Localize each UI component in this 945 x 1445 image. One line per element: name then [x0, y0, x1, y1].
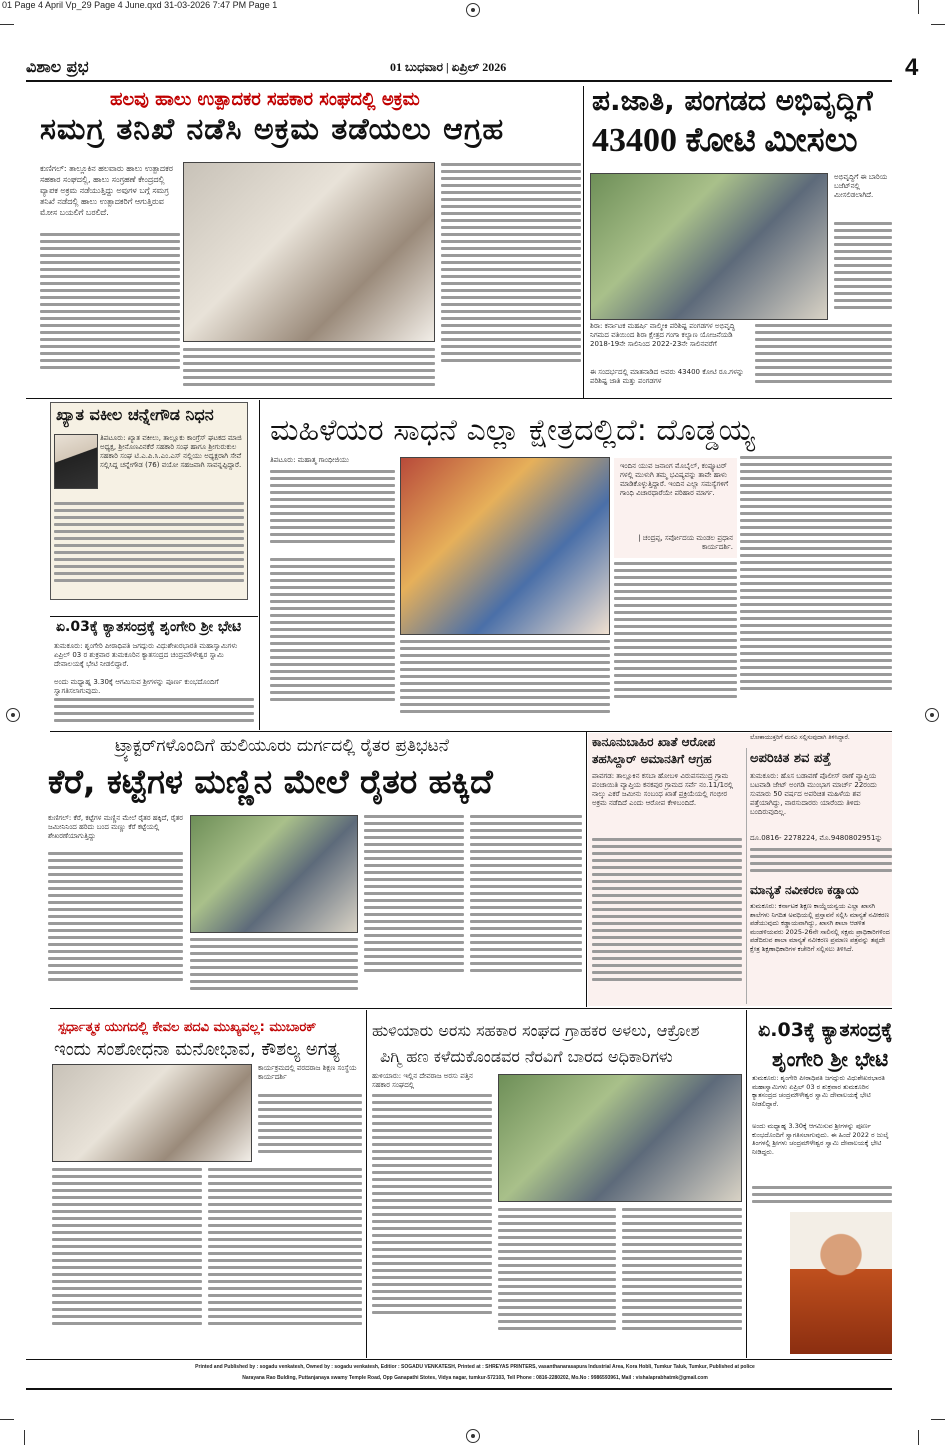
sc-st-side-text: ಅಭಿವೃದ್ಧಿಗೆ ಈ ಬಾರಿಯ ಬಜೆಟ್‌ನಲ್ಲಿ ಮೀಸಲಿಡಲಾಗಿದೆ.	[834, 173, 888, 199]
registration-mark-icon	[925, 708, 939, 722]
khata-body	[592, 838, 742, 1004]
column-divider	[746, 748, 747, 1004]
renewal-lead: ತುಮಕೂರು: ಕರ್ನಾಟಕ ಶಿಕ್ಷಣ ಕಾಯ್ದೆಯನ್ವಯ ಎಲ್ಲಾ ಖಾಸಗಿ ಶಾಲೆಗಳು ನಿಗದಿತ ಅವಧಿಯಲ್ಲಿ ಪ್ರಸ್ತಾವನೆ ಸಲ್ಲಿಸಿ ಮಾನ್ಯತೆ ನವೀಕರಣ ಪಡೆಯುವುದು ಕಡ್ಡಾಯವಾಗಿದ್ದು, ಖಾಸಗಿ ಶಾಲಾ ಆಡಳಿತ ಮಂಡಳಿಯವರು 2025-26ನೇ ಸಾಲಿನಲ್ಲಿ ಸಕ್ಷಮ ಪ್ರಾಧಿಕಾರಿಗಳಿಂದ ಪಡೆದಿರುವ ಶಾಲಾ ಮಾನ್ಯತೆ ನವೀಕರಣ ಪ್ರಮಾಣ ಪತ್ರವನ್ನು ತಪ್ಪದೇ ಕ್ಷೇತ್ರ ಶಿಕ್ಷಣಾಧಿಕಾರಿಗಳ ಕಚೇರಿಗೆ ಸಲ್ಲಿಸಲು ತಿಳಿಸಿದೆ.	[750, 902, 890, 953]
column-divider	[746, 1010, 747, 1358]
farmers-headline: ಕೆರೆ, ಕಟ್ಟೆಗಳ ಮಣ್ಣಿನ ಮೇಲೆ ರೈತರ ಹಕ್ಕಿದೆ	[48, 762, 493, 801]
section-rule	[50, 616, 258, 617]
sringeri-small-lead: ತುಮಕೂರು: ಶೃಂಗೇರಿ ಪೀಠಾಧಿಪತಿ ಜಗದ್ಗುರು ವಿಧುಶೇಖರಭಾರತಿ ಮಹಾಸ್ವಾಮಿಗಳು ಏಪ್ರಿಲ್ 03 ರ ಶುಕ್ರವಾರ ತುಮಕೂರಿನ ಕ್ಯಾತಸಂದ್ರದ ಚಂದ್ರಮೌಳೇಶ್ವರ ಸ್ವಾಮಿ ದೇವಾಲಯಕ್ಕೆ ಭೇಟಿ ನೀಡಲಿದ್ದಾರೆ.	[54, 642, 238, 668]
farmers-col4-body	[470, 815, 582, 1001]
crop-mark	[931, 1419, 945, 1420]
registration-mark-icon	[6, 708, 20, 722]
obituary-body	[54, 502, 244, 596]
women-col1-body-2	[270, 558, 395, 728]
crop-mark	[918, 1430, 919, 1445]
huliyar-col3-body	[622, 1208, 742, 1354]
registration-mark-icon	[466, 1429, 480, 1443]
milk-article-body-below-photo	[183, 348, 435, 396]
issue-date: 01 ಬುಧವಾರ | ಏಪ್ರಿಲ್ 2026	[390, 60, 507, 74]
women-col4-body	[740, 456, 892, 726]
renewal-headline: ಮಾನ್ಯತೆ ನವೀಕರಣ ಕಡ್ಡಾಯ	[750, 883, 859, 897]
obituary-lead: ತಿಪಟೂರು: ಖ್ಯಾತ ವಕೀಲು, ತಾಲ್ಲೂಕು ಕಾಂಗ್ರೆಸ್ ಘಟಕದ ಮಾಜಿ ಅಧ್ಯಕ್ಷ, ಶ್ರೀನೊಣವಿನಕೆರೆ ಸಹಕಾರಿ ಸಂಘ ಹಾಗೂ ಶ್ರೀಗುರುಕುಲ ಸಹಕಾರಿ ಸಂಘ ಟಿ.ಎ.ಪಿ.ಸಿ.ಎಂ.ಎಸ್ ನಲ್ಲಿಯು ಅಧ್ಯಕ್ಷರಾಗಿ ಸೇವೆ ಸಲ್ಲಿಸಿದ್ದ ಚನ್ನೇಗೌಡ (76) ವಯೋ ಸಹಜವಾಗಿ ಸಾವನ್ನಪ್ಪಿದ್ದಾರೆ.	[100, 434, 242, 469]
sc-st-photo	[590, 173, 828, 320]
sringeri-lead: ತುಮಕೂರು: ಶೃಂಗೇರಿ ಪೀಠಾಧಿಪತಿ ಜಗದ್ಗುರು ವಿಧುಶೇಖರಭಾರತಿ ಮಹಾಸ್ವಾಮಿಗಳು ಏಪ್ರಿಲ್ 03 ರ ಶುಕ್ರವಾರ ತುಮಕೂರಿನ ಕ್ಯಾತಸಂದ್ರದ ಚಂದ್ರಮೌಳೇಶ್ವರ ಸ್ವಾಮಿ ದೇವಾಲಯಕ್ಕೆ ಭೇಟಿ ನೀಡಲಿದ್ದಾರೆ.	[752, 1074, 885, 1108]
crop-mark	[0, 1419, 14, 1420]
women-col2-body	[400, 640, 610, 726]
research-side-text: ಕಾರ್ಯಕ್ರಮದಲ್ಲಿ ವರದರಾಜ ಶಿಕ್ಷಣ ಸಂಸ್ಥೆಯ ಕಾರ್ಯದರ್ಶಿ	[258, 1064, 357, 1081]
obituary-portrait	[54, 434, 98, 489]
column-divider	[583, 86, 584, 398]
registration-mark-icon	[466, 3, 480, 17]
sc-st-headline-line1: ಪ.ಜಾತಿ, ಪಂಗಡದ ಅಭಿವೃದ್ಧಿಗೆ	[592, 84, 873, 117]
farmers-col3-body	[364, 815, 464, 1001]
huliyar-headline-line2: ಪಿಗ್ಮಿ ಹಣ ಕಳೆದುಕೊಂಡವರ ನೆರವಿಗೆ ಬಾರದ ಅಧಿಕಾರಿಗಳು	[380, 1047, 673, 1066]
research-headline: ಇಂದು ಸಂಶೋಧನಾ ಮನೋಭಾವ, ಕೌಶಲ್ಯ ಅಗತ್ಯ	[54, 1039, 340, 1060]
huliyar-col2-body	[498, 1208, 616, 1354]
swami-photo	[790, 1212, 892, 1354]
sringeri-small-headline: ಏ.03ಕ್ಕೆ ಕ್ಯಾತಸಂದ್ರಕ್ಕೆ ಶೃಂಗೇರಿ ಶ್ರೀ ಭೇಟಿ	[56, 619, 242, 635]
khata-headline: ತಹಸಿಲ್ದಾರ್ ಅಮಾನತಿಗೆ ಆಗ್ರಹ	[592, 752, 712, 766]
footer-rule	[26, 1388, 892, 1390]
sringeri-small-body: ಅಂದು ಮಧ್ಯಾಹ್ನ 3.30ಕ್ಕೆ ಆಗಮಿಸುವ ಶ್ರೀಗಳನ್ನು ಪೂರ್ಣ ಕುಂಭದೊಂದಿಗೆ ಸ್ವಾಗತಿಸಲಾಗುವುದು.	[54, 678, 219, 695]
sringeri-small-body-rest	[54, 698, 254, 726]
women-quote-attribution: | ಚಂದ್ರಪ್ಪ, ಸರ್ವೋದಯ ಮಂಡಲ ಪ್ರಧಾನ ಕಾರ್ಯದರ್ಶಿ.	[638, 534, 733, 551]
farmers-col1-body	[48, 852, 183, 1000]
footer-rule	[26, 1359, 892, 1360]
women-headline: ಮಹಿಳೆಯರ ಸಾಧನೆ ಎಲ್ಲಾ ಕ್ಷೇತ್ರದಲ್ಲಿದೆ: ದೊಡ್ಡಯ್ಯ	[270, 413, 755, 448]
section-rule	[50, 1008, 892, 1009]
women-photo	[400, 457, 610, 635]
body-found-lead: ತುಮಕೂರು: ಹೊಸ ಬಡಾವಣೆ ಪೊಲೀಸ್ ಠಾಣೆ ವ್ಯಾಪ್ತಿಯ ಬಟವಾಡಿ ಜೇಟ್ ಅಂಗಡಿ ಮುಂಭಾಗ ಮಾರ್ಚ್ 22ರಂದು ಸುಮಾರು 50 ವರ್ಷದ ಅಪರಿಚಿತ ಮಹಿಳೆಯ ಶವ ಪತ್ತೆಯಾಗಿದ್ದು, ವಾರಸುದಾರರು ಯಾರೆಂದು ತಿಳಿದು ಬಂದಿರುವುದಿಲ್ಲ.	[750, 772, 877, 816]
farmers-col2-body	[190, 938, 358, 1000]
imprint-line1: Printed and Published by : sogadu venkatesh, Owned by : sogadu venkatesh, Editior : SOGADU VENKATESH, Printed at : SHREYAS PRINTERS, vasanthanarasapura Industrial Area, Kora Hobli, Tumkur Taluk, Tumkur, Published at police	[195, 1364, 755, 1370]
research-col1-body	[52, 1168, 202, 1354]
milk-article-photo	[183, 162, 435, 342]
section-rule	[50, 731, 892, 732]
women-col3-body	[614, 562, 737, 726]
page-number: 4	[905, 54, 919, 81]
body-found-body	[750, 848, 892, 878]
huliyar-col1-body	[372, 1094, 492, 1354]
khata-kicker: ಕಾನೂನುಬಾಹಿರ ಖಾತೆ ಆರೋಪ	[592, 735, 716, 749]
column-divider	[586, 732, 587, 1007]
body-found-headline: ಅಪರಿಚಿತ ಶವ ಪತ್ತೆ	[750, 751, 831, 766]
crop-mark	[0, 24, 14, 25]
column-divider	[259, 400, 260, 730]
huliyar-lead: ಹುಳಿಯಾರು: ಇಲ್ಲಿನ ದೇವರಾಜ ಅರಸು ಪತ್ತಿನ ಸಹಕಾರ ಸಂಘದಲ್ಲಿ	[372, 1072, 473, 1089]
sringeri-body: ಅಂದು ಮಧ್ಯಾಹ್ನ 3.30ಕ್ಕೆ ಆಗಮಿಸುವ ಶ್ರೀಗಳನ್ನು ಪೂರ್ಣ ಕುಂಭದೊಂದಿಗೆ ಸ್ವಾಗತಿಸಲಾಗುವುದು. ಈ ಹಿಂದೆ 2022 ರ ಜುಲೈ ತಿಂಗಳಲ್ಲಿ ಶ್ರೀಗಳು ಚಂದ್ರಮೌಳೇಶ್ವರ ಸ್ವಾಮಿ ದೇವಾಲಯಕ್ಕೆ ಭೇಟಿ ನೀಡಿದ್ದರು.	[752, 1122, 889, 1156]
research-side-body	[258, 1094, 362, 1164]
print-slug: 01 Page 4 April Vp_29 Page 4 June.qxd 31-03-2026 7:47 PM Page 1	[2, 0, 278, 10]
sringeri-headline-line1: ಏ.03ಕ್ಕೆ ಕ್ಯಾತಸಂದ್ರಕ್ಕೆ	[758, 1019, 893, 1041]
milk-article-col3	[441, 163, 581, 393]
obituary-headline: ಖ್ಯಾತ ವಕೀಲ ಚನ್ನೇಗೌಡ ನಿಧನ	[56, 405, 214, 424]
sc-st-headline-line2: 43400 ಕೋಟಿ ಮೀಸಲು	[592, 122, 858, 159]
women-col1-body	[270, 470, 395, 552]
crop-mark	[931, 24, 945, 25]
masthead-rule	[26, 80, 892, 82]
column-divider	[366, 1010, 367, 1358]
milk-article-headline: ಸಮಗ್ರ ತನಿಖೆ ನಡೆಸಿ ಅಕ್ರಮ ತಡೆಯಲು ಆಗ್ರಹ	[40, 112, 505, 147]
women-quote: ಇಂದಿನ ಯುವ ಜನಾಂಗ ಮೊಬೈಲ್, ಕಂಪ್ಯೂಟರ್ ಗಳಲ್ಲಿ ಮುಳುಗಿ ತಮ್ಮ ಭವಿಷ್ಯವನ್ನು ತಾವೇ ಹಾಳು ಮಾಡಿಕೊಳ್ಳುತ್ತಿದ್ದಾರೆ. ಇಂದಿನ ಎಲ್ಲಾ ಸಮಸ್ಯೆಗಳಿಗೆ ಗಾಂಧಿ ವಿಚಾರಧಾರೆಯೇ ಪರಿಹಾರ ಮಾರ್ಗ.	[620, 462, 729, 497]
body-found-contact: ದೂ.0816- 2278224, ಮೊ.9480802951ನ್ನು	[750, 834, 883, 842]
milk-article-lead: ಕುಣಿಗಲ್: ತಾಲ್ಲೂಕಿನ ಹಲವಾರು ಹಾಲು ಉತ್ಪಾದಕರ ಸಹಕಾರ ಸಂಘದಲ್ಲಿ, ಹಾಲು ಸಂಗ್ರಹಣೆ ಕೇಂದ್ರದಲ್ಲಿ ವ್ಯಾಪಕ ಅಕ್ರಮ ನಡೆಯುತ್ತಿದ್ದು ಅವುಗಳ ಬಗ್ಗೆ ಸಮಗ್ರ ತನಿಖೆ ನಡೆದಲ್ಲಿ ಹಾಲು ಉತ್ಪಾದಕರಿಗೆ ಆಗುತ್ತಿರುವ ಮೋಸ ಬಯಲಿಗೆ ಬರಲಿದೆ.	[40, 164, 173, 217]
section-rule	[26, 398, 892, 399]
milk-article-kicker: ಹಲವು ಹಾಲು ಉತ್ಪಾದಕರ ಸಹಕಾರ ಸಂಘದಲ್ಲಿ ಅಕ್ರಮ	[110, 89, 420, 110]
crop-mark	[918, 0, 919, 14]
farmers-photo	[190, 815, 358, 933]
huliyar-headline-line1: ಹುಳಿಯಾರು ಅರಸು ಸಹಕಾರ ಸಂಘದ ಗ್ರಾಹಕರ ಅಳಲು, ಆಕ್ರೋಶ	[372, 1021, 700, 1040]
farmers-lead: ಕುಣಿಗಲ್: ಕೆರೆ, ಕಟ್ಟೆಗಳ ಮಣ್ಣಿನ ಮೇಲೆ ರೈತರ ಹಕ್ಕಿದೆ, ರೈತರ ಜಮೀನಿನಿಂದ ಹರಿದು ಬಂದ ಮಣ್ಣು ಕೆರೆ ಕಟ್ಟೆಯಲ್ಲಿ ಶೇಖರಣೆಯಾಗುತ್ತಿದ್ದು	[48, 814, 183, 840]
sc-st-body-fragment: ಈ ಸಂದರ್ಭದಲ್ಲಿ ಮಾತನಾಡಿದ ಅವರು 43400 ಕೋಟಿ ರೂ.ಗಳನ್ನು ಪರಿಶಿಷ್ಟ ಜಾತಿ ಮತ್ತು ಪಂಗಡಗಳ	[590, 368, 744, 385]
sringeri-body-rest	[752, 1186, 892, 1208]
women-lead: ತಿಪಟೂರು: ಮಹಾತ್ಮ ಗಾಂಧೀಜಿಯು	[270, 456, 349, 464]
sc-st-side-body	[834, 222, 892, 322]
research-kicker: ಸ್ಪರ್ಧಾತ್ಮಕ ಯುಗದಲ್ಲಿ ಕೇವಲ ಪದವಿ ಮುಖ್ಯವಲ್ಲ: ಮುಬಾರಕ್	[58, 1020, 317, 1035]
research-col2-body	[208, 1168, 362, 1354]
prev-article-tail: ಲೋಕಾಯುಕ್ತರಿಗೆ ಮನವಿ ಸಲ್ಲಿಸುವುದಾಗಿ ತಿಳಿಸಿದ್ದಾರೆ.	[750, 734, 850, 741]
sc-st-caption: ಶಿರಾ: ಕರ್ನಾಟಕ ಮಹರ್ಷಿ ವಾಲ್ಮೀಕಿ ಪರಿಶಿಷ್ಟ ಪಂಗಡಗಳ ಅಭಿವೃದ್ಧಿ ನಿಗಮದ ವತಿಯಿಂದ ಶಿರಾ ಕ್ಷೇತ್ರದ ಗಂಗಾ ಕಲ್ಯಾಣ ಯೋಜನೆಯಡಿ 2018-19ನೇ ಸಾಲಿನಿಂದ 2022-23ನೇ ಸಾಲಿನವರೆಗೆ	[590, 322, 736, 348]
crop-mark	[24, 1430, 25, 1445]
research-photo	[52, 1064, 252, 1162]
milk-article-body	[40, 233, 180, 393]
newspaper-logo: ವಿಶಾಲ ಪ್ರಭ	[26, 57, 89, 76]
farmers-kicker: ಟ್ರ್ಯಾಕ್ಟರ್‌ಗಳೊಂದಿಗೆ ಹುಲಿಯೂರು ದುರ್ಗದಲ್ಲಿ ರೈತರ ಪ್ರತಿಭಟನೆ	[115, 736, 449, 756]
huliyar-photo	[498, 1074, 742, 1202]
khata-lead: ಪಾವಗಡ: ತಾಲ್ಲೂಕಿನ ಕಸಬಾ ಹೋಬಳಿ ವಿರುಪಸಮುದ್ರ ಗ್ರಾಮ ಪಂಚಾಯಿತಿ ವ್ಯಾಪ್ತಿಯ ಕನಕಪುರ ಗ್ರಾಮದ ಸರ್ವೆ ನಂ.11/1ರಲ್ಲಿ ನಾಲ್ಕು ಎಕರೆ ಜಮೀನು ಸಂಬಂಧ ಖಾತೆ ಪ್ರಕ್ರಿಯೆಯಲ್ಲಿ ಗಂಭೀರ ಅಕ್ರಮ ನಡೆದಿದೆ ಎಂದು ಆರೋಪ ಕೇಳಿಬಂದಿದೆ.	[592, 772, 734, 807]
sringeri-headline-line2: ಶೃಂಗೇರಿ ಶ್ರೀ ಭೇಟಿ	[772, 1047, 889, 1071]
imprint-line2: Narayana Rao Bulding, Puttanjanaya swamy Temple Road, Opp Ganapathi Stotes, Vidya nagar, tumkur-572103, Tell Phone : 0816-2280202, Mo.No : 9986593961, Mail : vishalaprabhatmk@gmail.com	[242, 1375, 708, 1381]
sc-st-body	[755, 324, 892, 394]
